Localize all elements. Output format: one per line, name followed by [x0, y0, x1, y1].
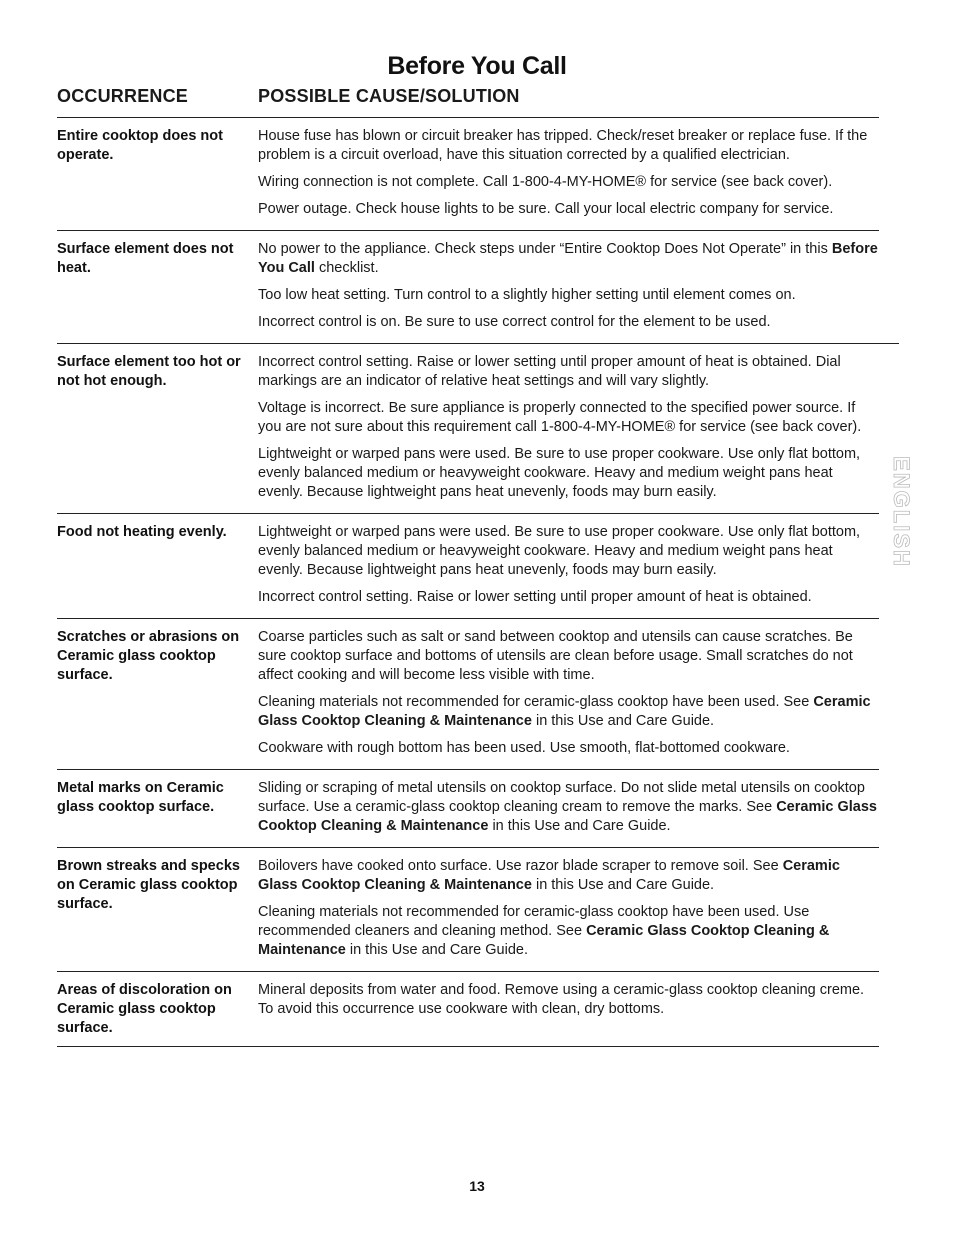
- table-row: [57, 231, 899, 344]
- cause-list: [258, 980, 879, 1038]
- cause-solution-text: [258, 126, 879, 165]
- cause-list: [258, 856, 879, 963]
- text-segment: in this Use and Care Guide.: [531, 877, 715, 893]
- text-segment: Incorrect control setting. Raise or lower setting until proper amount of heat is obtained.: [258, 589, 812, 605]
- cause-solution-text: [258, 285, 899, 305]
- cause-column-header: POSSIBLE CAUSE/SOLUTION: [258, 86, 520, 106]
- occurrence-label: Areas of discoloration on Ceramic glass cooktop surface.: [57, 982, 232, 1036]
- cause-solution-text: [258, 398, 879, 437]
- text-segment: Lightweight or warped pans were used. Be sure to use proper cookware. Use only flat bottom, evenly balanced medium or heavyweight cookware. Heavy and medium weight pans heat evenly. Because lightweight pans heat unevenly, foods may burn easily.: [258, 524, 861, 578]
- occurrence-column-header: OCCURRENCE: [57, 86, 189, 106]
- section-reference: Ceramic Glass Cooktop Cleaning & Maintenance: [258, 923, 830, 958]
- text-segment: in this Use and Care Guide.: [345, 942, 528, 958]
- cause-solution-text: [258, 692, 879, 731]
- table-row: [57, 619, 879, 770]
- text-segment: Too low heat setting. Turn control to a slightly higher setting until element comes on.: [258, 287, 796, 303]
- section-reference: Ceramic Glass Cooktop Cleaning & Maintenance: [258, 694, 871, 729]
- page-number: 13: [469, 1178, 485, 1194]
- cause-solution-text: [258, 522, 879, 580]
- cause-solution-text: [258, 444, 879, 502]
- text-segment: checklist.: [314, 260, 379, 276]
- text-segment: Lightweight or warped pans were used. Be sure to use proper cookware. Use only flat bottom, evenly balanced medium or heavyweight cookware. Heavy and medium weight pans heat evenly. Because lightweight pans heat unevenly, foods may burn easily.: [258, 446, 861, 500]
- section-reference: Ceramic Glass Cooktop Cleaning & Maintenance: [258, 858, 840, 893]
- cause-list: [258, 239, 899, 335]
- text-segment: in this Use and Care Guide.: [531, 713, 715, 729]
- text-segment: Boilovers have cooked onto surface. Use razor blade scraper to remove soil. See: [258, 858, 783, 874]
- occurrence-label: Surface element does not heat.: [57, 241, 234, 276]
- cause-solution-text: [258, 352, 879, 391]
- text-segment: No power to the appliance. Check steps under “Entire Cooktop Does Not Operate” in this: [258, 241, 832, 257]
- cause-solution-text: [258, 778, 879, 836]
- text-segment: House fuse has blown or circuit breaker has tripped. Check/reset breaker or replace fuse. If the problem is a circuit overload, have this situation corrected by a qualified electrician.: [258, 128, 868, 163]
- cause-solution-text: [258, 627, 879, 685]
- text-segment: Sliding or scraping of metal utensils on cooktop surface. Do not slide metal utensils on cooktop surface. Use a ceramic-glass cooktop cleaning cream to remove the marks. See: [258, 780, 865, 815]
- occurrence-label: Scratches or abrasions on Ceramic glass cooktop surface.: [57, 629, 240, 683]
- language-side-tab-label: ENGLISH: [889, 456, 914, 568]
- text-segment: Cookware with rough bottom has been used. Use smooth, flat-bottomed cookware.: [258, 740, 790, 756]
- cause-list: [258, 352, 879, 505]
- cause-list: [258, 126, 879, 222]
- occurrence-label: Surface element too hot or not hot enough.: [57, 354, 241, 389]
- occurrence-label: Entire cooktop does not operate.: [57, 128, 223, 163]
- table-row: [57, 848, 879, 972]
- table-row: [57, 118, 879, 231]
- text-segment: Cleaning materials not recommended for ceramic-glass cooktop have been used. Use recommended cleaners and cleaning method. See: [258, 904, 810, 939]
- table-row: [57, 344, 879, 514]
- text-segment: Voltage is incorrect. Be sure appliance is properly connected to the specified power source. If you are not sure about this requirement call 1-800-4-MY-HOME® for service (see back cover).: [258, 400, 862, 435]
- text-segment: Mineral deposits from water and food. Remove using a ceramic-glass cooktop cleaning creme. To avoid this occurrence use cookware with clean, dry bottoms.: [258, 982, 865, 1017]
- language-side-tab: [888, 454, 914, 570]
- text-segment: Incorrect control is on. Be sure to use correct control for the element to be used.: [258, 314, 771, 330]
- cause-solution-text: [258, 856, 879, 895]
- page-title: Before You Call: [387, 52, 567, 80]
- cause-list: [258, 627, 879, 761]
- cause-solution-text: [258, 172, 879, 192]
- text-segment: in this Use and Care Guide.: [488, 818, 671, 834]
- cause-solution-text: [258, 980, 879, 1019]
- cause-solution-text: [258, 902, 879, 960]
- section-reference: Before You Call: [258, 241, 878, 276]
- text-segment: Cleaning materials not recommended for ceramic-glass cooktop have been used. See: [258, 694, 814, 710]
- cause-solution-text: [258, 738, 879, 758]
- text-segment: Power outage. Check house lights to be sure. Call your local electric company for service.: [258, 201, 834, 217]
- text-segment: Wiring connection is not complete. Call 1-800-4-MY-HOME® for service (see back cover).: [258, 174, 833, 190]
- section-reference: Ceramic Glass Cooktop Cleaning & Maintenance: [258, 799, 877, 834]
- text-segment: Coarse particles such as salt or sand between cooktop and utensils can cause scratches. Be sure cooktop surface and bottoms of utensils are clean before usage. Small scratches do not affect cooking and will become less visible with time.: [258, 629, 853, 683]
- cause-solution-text: [258, 312, 899, 332]
- cause-solution-text: [258, 239, 899, 278]
- cause-solution-text: [258, 587, 879, 607]
- cause-solution-text: [258, 199, 879, 219]
- table-row: [57, 972, 879, 1047]
- table-row: [57, 514, 879, 619]
- occurrence-label: Brown streaks and specks on Ceramic glass cooktop surface.: [57, 858, 240, 912]
- cause-list: [258, 778, 879, 839]
- text-segment: Incorrect control setting. Raise or lower setting until proper amount of heat is obtained. Dial markings are an indicator of relative heat settings and will vary slightly.: [258, 354, 841, 389]
- table-row: [57, 770, 879, 848]
- occurrence-label: Metal marks on Ceramic glass cooktop surface.: [57, 780, 224, 815]
- cause-list: [258, 522, 879, 610]
- troubleshooting-table: [57, 118, 879, 1047]
- occurrence-label: Food not heating evenly.: [57, 524, 227, 540]
